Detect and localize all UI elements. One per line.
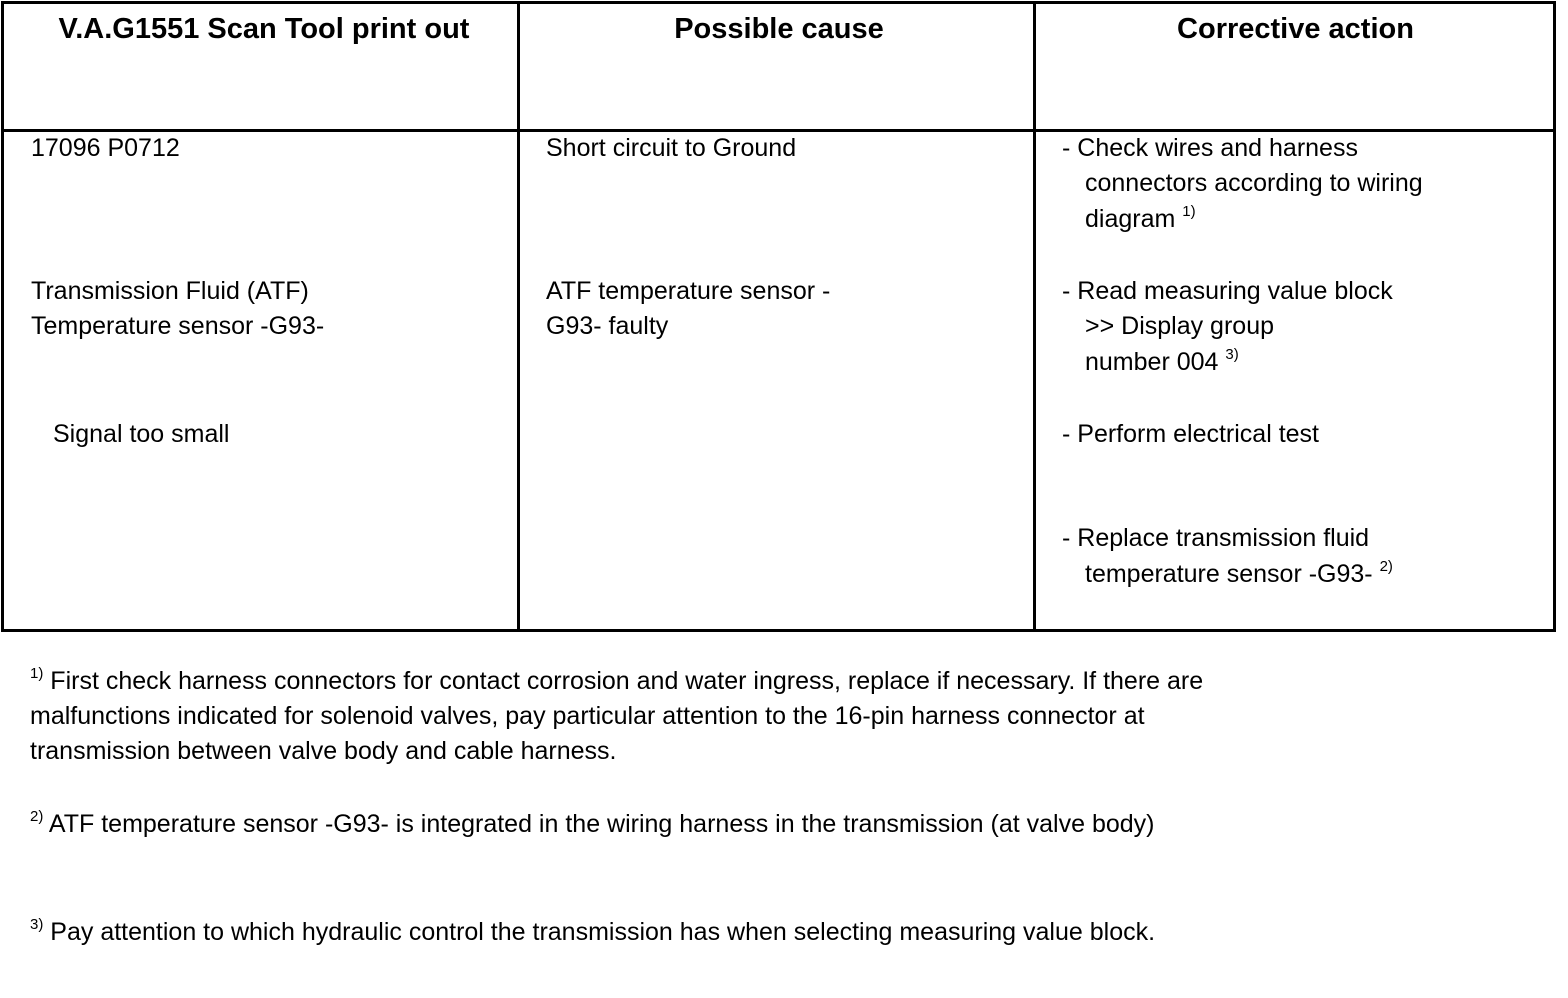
- cause-sensor-line2: G93- faulty: [546, 312, 669, 340]
- action-replace-sensor-line2: temperature sensor -G93- $^{2)}$: [1085, 558, 1393, 588]
- action-read-block-line3: number 004 $^{3)}$: [1085, 346, 1239, 376]
- footnote-ref: 2): [1379, 558, 1393, 575]
- component-name-line1: Transmission Fluid (ATF): [31, 277, 309, 305]
- action-electrical-test: - Perform electrical test: [1062, 420, 1320, 448]
- footnote-text: ATF temperature sensor -G93- is integrated in the wiring harness in the transmission (at valve body): [48, 810, 1155, 838]
- action-check-wires-line1: - Check wires and harness: [1062, 134, 1358, 162]
- header-corrective-action: Corrective action: [1177, 13, 1414, 45]
- column-divider: [517, 4, 520, 629]
- action-read-block-line1: - Read measuring value block: [1062, 277, 1393, 305]
- component-name-line2: Temperature sensor -G93-: [31, 312, 325, 340]
- footnote-2: [30, 807, 1250, 842]
- action-replace-sensor-line1: - Replace transmission fluid: [1062, 524, 1370, 552]
- fault-code: 17096 P0712: [31, 134, 180, 162]
- diagnostic-table: [1, 1, 1556, 632]
- fault-signal: Signal too small: [53, 420, 230, 448]
- footnote-1: [30, 664, 1250, 769]
- action-check-wires-line3: diagram $^{1)}$: [1085, 203, 1196, 233]
- footnote-mark: 1): [30, 665, 44, 682]
- column-divider: [1033, 4, 1036, 629]
- action-read-block-line2: >> Display group: [1085, 312, 1275, 340]
- header-possible-cause: Possible cause: [674, 13, 884, 45]
- footnote-ref: 1): [1182, 203, 1196, 220]
- footnote-3: [30, 915, 1250, 950]
- footnote-text: First check harness connectors for contact corrosion and water ingress, replace if necessary. If there are malfunctions indicated for solenoid valves, pay particular attention to the 16-pin harness connector at transmission between valve body and cable harness.: [30, 667, 1204, 765]
- header-scan-tool-printout: V.A.G1551 Scan Tool print out: [58, 13, 470, 45]
- action-check-wires-line2: connectors according to wiring: [1085, 169, 1423, 197]
- footnote-mark: 2): [30, 808, 44, 825]
- cause-short-circuit: Short circuit to Ground: [546, 134, 797, 162]
- footnote-ref: 3): [1225, 346, 1239, 363]
- cause-sensor-line1: ATF temperature sensor -: [546, 277, 831, 305]
- footnote-text: Pay attention to which hydraulic control the transmission has when selecting measuring value block.: [50, 918, 1156, 946]
- footnote-mark: 3): [30, 916, 44, 933]
